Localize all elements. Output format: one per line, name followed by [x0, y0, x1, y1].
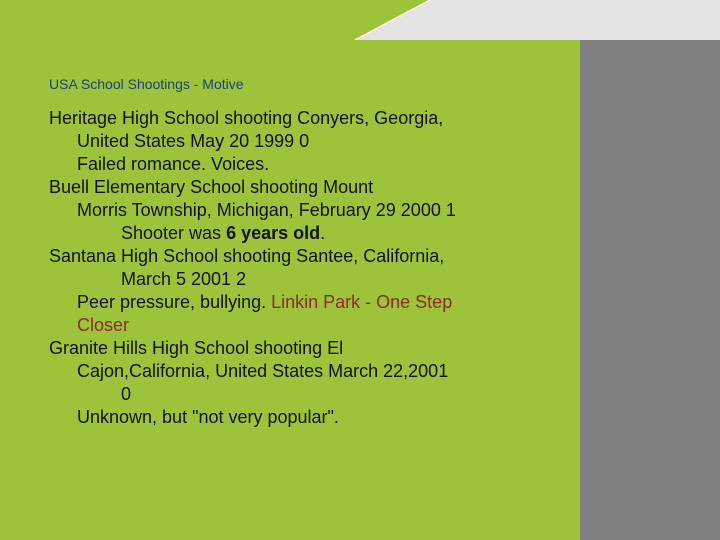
motive-text: Shooter was: [121, 223, 227, 243]
entry-motive: [49, 222, 529, 245]
motive-bold-text: 6 years old: [226, 223, 321, 243]
entry-heading-line: Granite Hills High School shooting El: [49, 338, 344, 358]
slide-body: [49, 107, 529, 429]
entry-heritage: [49, 107, 529, 176]
entry-motive: Unknown, but "not very popular".: [77, 407, 339, 427]
slide-title: USA School Shootings - Motive: [49, 76, 244, 92]
gray-side-panel: [580, 40, 720, 540]
motive-text: .: [320, 223, 326, 243]
motive-text: Peer pressure, bullying.: [77, 292, 272, 312]
entry-heading-line: Heritage High School shooting Conyers, Georgia,: [49, 108, 444, 128]
motive-song-reference: Linkin Park - One Step: [271, 292, 453, 312]
entry-santana: [49, 245, 529, 337]
entry-heading-line: March 5 2001 2: [121, 269, 247, 289]
entry-heading-line: United States May 20 1999 0: [77, 131, 310, 151]
motive-song-reference: Closer: [77, 315, 130, 335]
entry-count: 0: [121, 384, 132, 404]
entry-motive: Failed romance. Voices.: [77, 154, 270, 174]
entry-heading-line: Buell Elementary School shooting Mount: [49, 177, 374, 197]
entry-heading-line: Morris Township, Michigan, February 29 2000 1: [77, 200, 456, 220]
entry-granite-hills: [49, 337, 529, 429]
entry-heading-line: Santana High School shooting Santee, California,: [49, 246, 445, 266]
entry-buell: [49, 176, 529, 245]
top-decoration: [0, 0, 720, 40]
entry-heading-line: Cajon,California, United States March 22,2001: [77, 361, 449, 381]
light-gray-band: [355, 0, 720, 40]
entry-motive: [49, 291, 529, 314]
